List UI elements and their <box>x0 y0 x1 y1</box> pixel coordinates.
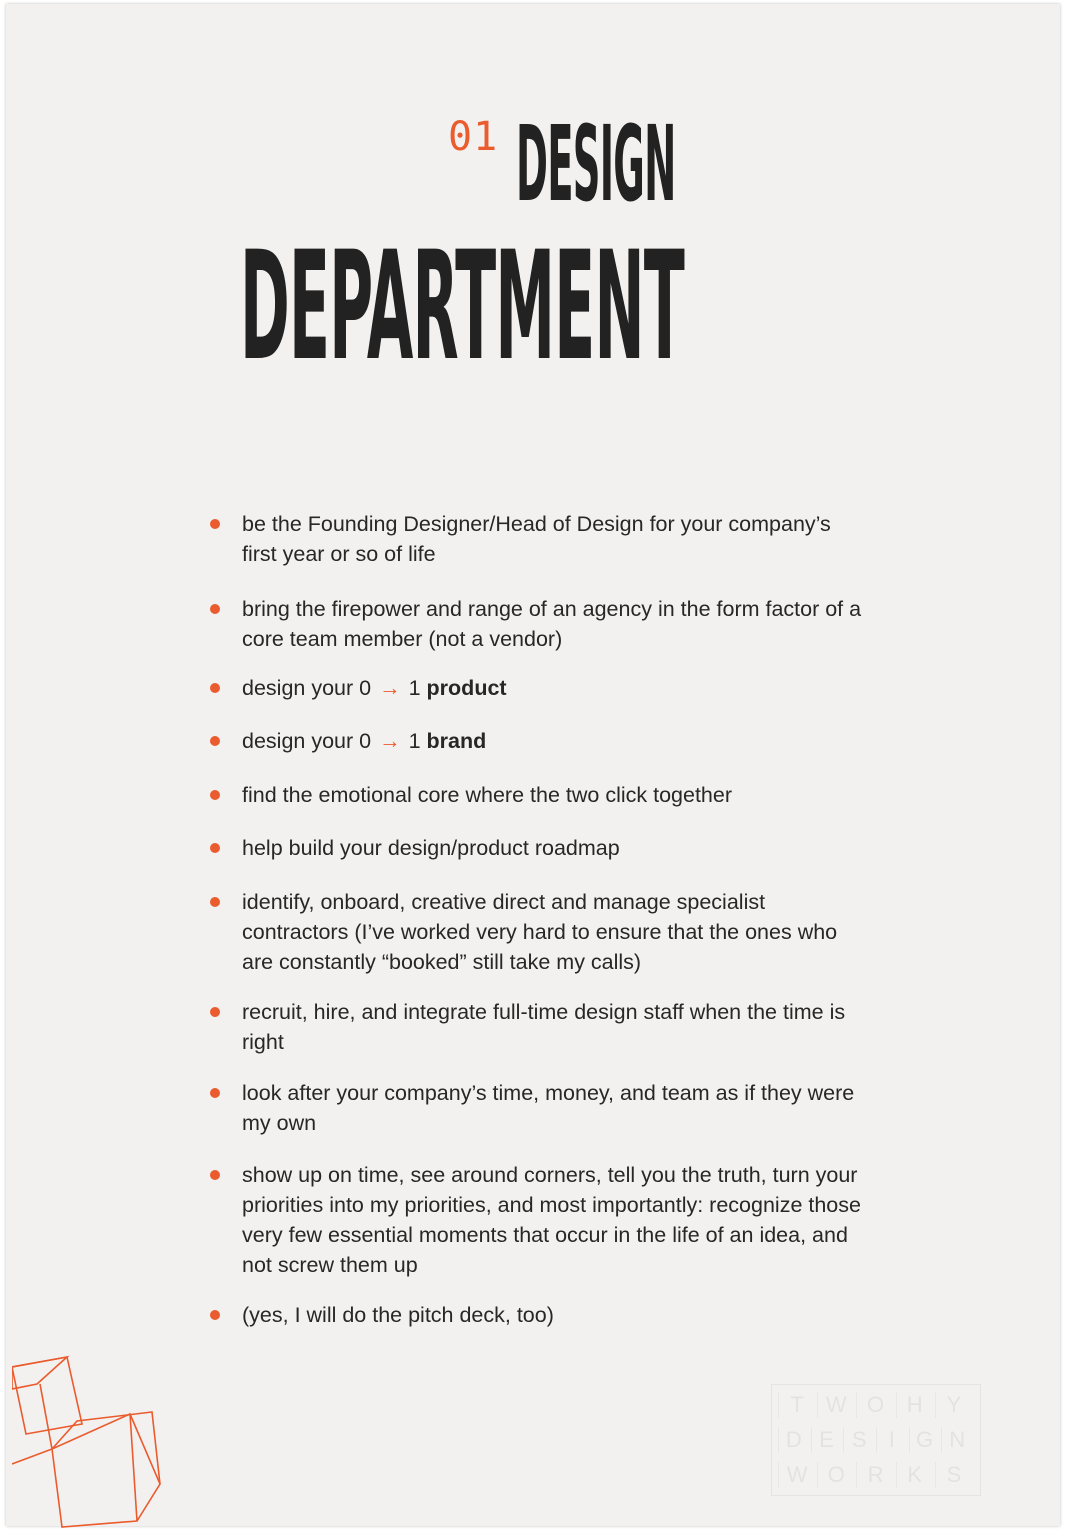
list-item <box>206 726 866 756</box>
list-item-text: show up on time, see around corners, tell you the truth, turn your priorities into my priorities, and most importantly: recognize those very few essential moments that occur in the life of an idea, and not screw them up <box>242 1163 861 1277</box>
watermark-letter: G <box>909 1427 942 1453</box>
list-item <box>206 1078 866 1138</box>
list-item-text-post: 1 <box>408 729 421 753</box>
page-title-line2: DEPARTMENT <box>240 220 684 394</box>
services-list <box>206 509 866 1330</box>
bullet-icon <box>210 604 220 614</box>
watermark-letter: T <box>778 1392 817 1418</box>
arrow-right-icon: → <box>379 729 401 753</box>
watermark-letter: W <box>778 1462 817 1488</box>
list-item-text-pre: design your 0 <box>242 729 372 753</box>
watermark-letter: W <box>817 1392 856 1418</box>
page-title-line1: DESIGN <box>516 103 676 225</box>
watermark-row <box>778 1462 974 1488</box>
watermark-letter: O <box>817 1462 856 1488</box>
list-item-emphasis: product <box>426 676 507 700</box>
list-item-text-pre: design your 0 <box>242 676 372 700</box>
watermark-letter: K <box>896 1462 935 1488</box>
list-item <box>206 997 866 1057</box>
list-item-text: recruit, hire, and integrate full-time design staff when the time is right <box>242 1000 846 1054</box>
list-item <box>206 509 866 569</box>
list-item-text: bring the firepower and range of an agency in the form factor of a core team member (not a vendor) <box>242 597 862 651</box>
list-item-text: identify, onboard, creative direct and manage specialist contractors (I’ve worked very hard to ensure that the ones who are constantly “booked” still take my calls) <box>242 890 838 974</box>
bullet-icon <box>210 843 220 853</box>
watermark-letter: R <box>856 1462 895 1488</box>
list-item-text: (yes, I will do the pitch deck, too) <box>242 1303 554 1327</box>
bullet-icon <box>210 519 220 529</box>
watermark-row <box>778 1427 974 1453</box>
list-item-text: help build your design/product roadmap <box>242 836 620 860</box>
list-item <box>206 833 866 863</box>
bullet-icon <box>210 1310 220 1320</box>
section-number: 01 <box>448 114 499 160</box>
arrow-right-icon: → <box>379 676 401 700</box>
list-item <box>206 1160 866 1280</box>
cube-edge <box>40 1384 52 1449</box>
watermark-letter: O <box>856 1392 895 1418</box>
list-item <box>206 594 866 654</box>
watermark-letter: I <box>876 1427 909 1453</box>
watermark-letter: S <box>843 1427 876 1453</box>
watermark-letter: D <box>778 1427 811 1453</box>
isometric-cubes-icon <box>12 1349 172 1529</box>
bullet-icon <box>210 1007 220 1017</box>
watermark-letter: N <box>941 1427 974 1453</box>
bullet-icon <box>210 790 220 800</box>
list-item <box>206 1300 866 1330</box>
bullet-icon <box>210 1170 220 1180</box>
cube-edge <box>130 1414 137 1521</box>
list-item-text: be the Founding Designer/Head of Design for your company’s first year or so of life <box>242 512 831 566</box>
list-item <box>206 673 866 703</box>
watermark-letter: S <box>935 1462 974 1488</box>
document-page <box>6 4 1060 1526</box>
list-item-text-post: 1 <box>408 676 421 700</box>
bullet-icon <box>210 736 220 746</box>
list-item <box>206 780 866 810</box>
watermark-row <box>778 1392 974 1418</box>
watermark-letter: E <box>811 1427 844 1453</box>
watermark-letter: Y <box>935 1392 974 1418</box>
bullet-icon <box>210 1088 220 1098</box>
list-item-text: find the emotional core where the two click together <box>242 783 732 807</box>
watermark-logo <box>771 1384 981 1496</box>
cube-edge <box>12 1449 52 1464</box>
bullet-icon <box>210 897 220 907</box>
list-item-emphasis: brand <box>426 729 487 753</box>
bullet-icon <box>210 683 220 693</box>
watermark-letter: H <box>896 1392 935 1418</box>
list-item-text: look after your company’s time, money, and team as if they were my own <box>242 1081 855 1135</box>
list-item <box>206 887 866 977</box>
